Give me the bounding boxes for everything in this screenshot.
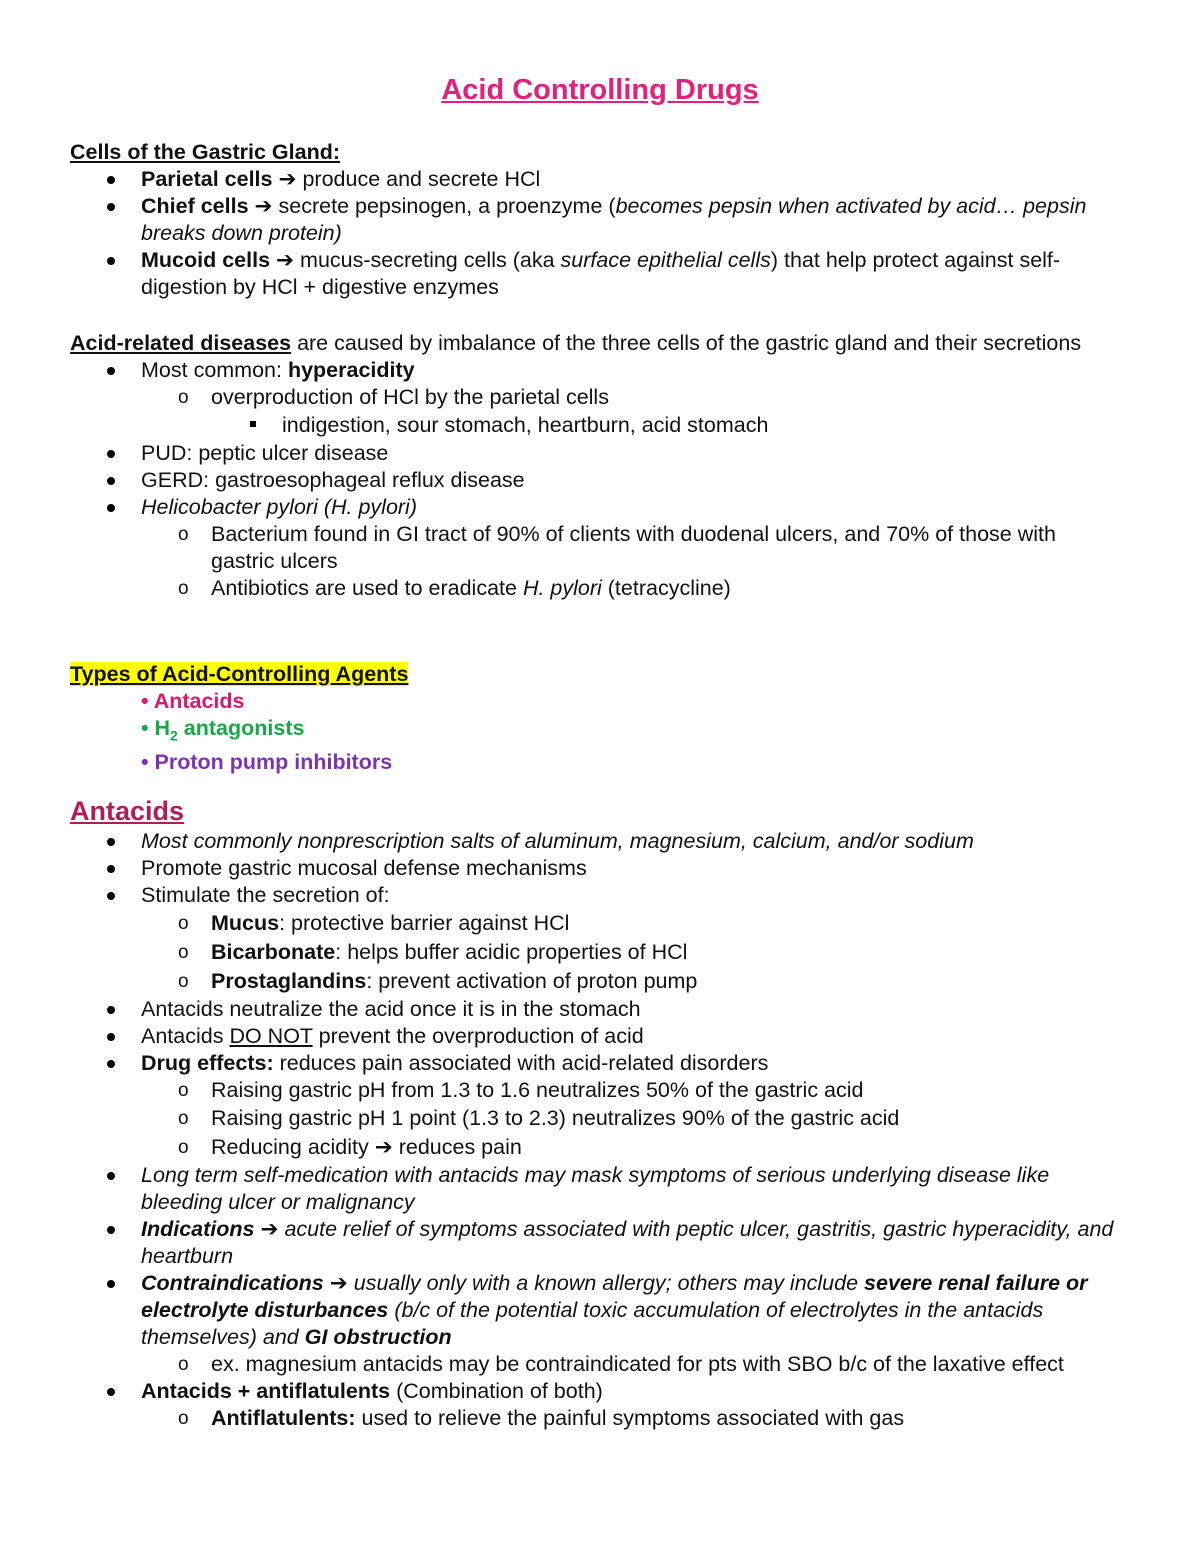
arrow-icon: ➔ (276, 248, 295, 272)
list-item: o Bicarbonate: helps buffer acidic properties of HCl (70, 938, 1120, 967)
list-item: o Raising gastric pH 1 point (1.3 to 2.3) neutralizes 90% of the gastric acid (70, 1104, 1120, 1133)
type-antacids: • Antacids (141, 689, 245, 713)
diseases-intro: Acid-related diseases are caused by imbalance of the three cells of the gastric gland and their secretions (70, 331, 1082, 355)
bullet-icon (107, 1033, 115, 1041)
list-item: o overproduction of HCl by the parietal cells (178, 385, 609, 409)
list-item: o Raising gastric pH from 1.3 to 1.6 neutralizes 50% of the gastric acid (178, 1078, 864, 1102)
bullet-icon (107, 1172, 115, 1180)
bullet-icon (107, 865, 115, 873)
arrow-icon: ➔ (278, 167, 297, 191)
list-item: Antacids DO NOT prevent the overproduction of acid (70, 1023, 1120, 1050)
list-item: Contraindications ➔ usually only with a known allergy; others may include severe renal failure or electrolyte disturbances (b/c of the potential toxic accumulation of electrolytes in the antacids themselves) and GI obstruction (70, 1270, 1120, 1351)
bullet-icon (107, 1226, 115, 1234)
list-item: Long term self-medication with antacids may mask symptoms of serious underlying disease like bleeding ulcer or malignancy (70, 1162, 1120, 1216)
list-item: PUD: peptic ulcer disease (70, 440, 1120, 467)
circle-bullet-icon: o (178, 578, 189, 599)
list-item: o Antibiotics are used to eradicate H. pylori (tetracycline) (178, 576, 731, 600)
diseases-list (70, 357, 1120, 602)
bullet-icon (107, 367, 115, 375)
circle-bullet-icon: o (178, 1354, 189, 1375)
list-item: Helicobacter pylori (H. pylori) (70, 494, 1120, 521)
circle-bullet-icon: o (178, 971, 189, 992)
circle-bullet-icon: o (178, 524, 189, 545)
list-item: o Bacterium found in GI tract of 90% of clients with duodenal ulcers, and 70% of those with gastric ulcers (178, 522, 1056, 573)
list-item: indigestion, sour stomach, heartburn, acid stomach (70, 411, 1120, 440)
circle-bullet-icon: o (178, 387, 189, 408)
arrow-icon: ➔ (254, 194, 273, 218)
circle-bullet-icon: o (178, 1108, 189, 1129)
list-item: Promote gastric mucosal defense mechanisms (70, 855, 1120, 882)
cells-heading: Cells of the Gastric Gland: (70, 140, 340, 164)
antacids-list (70, 828, 1120, 1432)
list-item: Indications ➔ acute relief of symptoms associated with peptic ulcer, gastritis, gastric hyperacidity, and heartburn (70, 1216, 1120, 1270)
bullet-icon (107, 838, 115, 846)
types-section (70, 661, 1120, 776)
list-item: Antacids + antiflatulents (Combination of both) (70, 1378, 1120, 1405)
bullet-icon (107, 176, 115, 184)
arrow-icon: ➔ (260, 1217, 279, 1241)
circle-bullet-icon: o (178, 913, 189, 934)
bullet-icon (107, 504, 115, 512)
bullet-icon (107, 203, 115, 211)
antacids-section (70, 794, 1120, 1432)
list-item: o ex. magnesium antacids may be contraindicated for pts with SBO b/c of the laxative effect (178, 1352, 1064, 1376)
types-list (70, 688, 1120, 776)
circle-bullet-icon: o (178, 1080, 189, 1101)
types-heading: Types of Acid-Controlling Agents (70, 662, 409, 686)
bullet-icon (107, 1060, 115, 1068)
bullet-icon (107, 477, 115, 485)
circle-bullet-icon: o (178, 1408, 189, 1429)
list-item: Most commonly nonprescription salts of aluminum, magnesium, calcium, and/or sodium (70, 828, 1120, 855)
list-item: Mucoid cells ➔ mucus-secreting cells (aka surface epithelial cells) that help protect against self-digestion by HCl + digestive enzymes (70, 247, 1120, 301)
list-item: o Prostaglandins: prevent activation of proton pump (70, 967, 1120, 996)
page-title: Acid Controlling Drugs (441, 74, 759, 106)
square-bullet-icon (250, 421, 256, 427)
cells-list (70, 166, 1120, 301)
list-item: Stimulate the secretion of: (70, 882, 1120, 909)
bullet-icon (107, 1006, 115, 1014)
arrow-icon: ➔ (374, 1135, 393, 1159)
circle-bullet-icon: o (178, 1137, 189, 1158)
list-item: o Antiflatulents: used to relieve the painful symptoms associated with gas (178, 1406, 905, 1430)
list-item: Chief cells ➔ secrete pepsinogen, a proenzyme (becomes pepsin when activated by acid… pepsin breaks down protein) (70, 193, 1120, 247)
list-item: o Mucus: protective barrier against HCl (70, 909, 1120, 938)
arrow-icon: ➔ (329, 1271, 348, 1295)
circle-bullet-icon: o (178, 942, 189, 963)
list-item: GERD: gastroesophageal reflux disease (70, 467, 1120, 494)
bullet-icon (107, 892, 115, 900)
diseases-section (70, 330, 1120, 602)
list-item: Most common: hyperacidity (70, 357, 1120, 384)
list-item: Drug effects: reduces pain associated with acid-related disorders (70, 1050, 1120, 1077)
bullet-icon (107, 257, 115, 265)
bullet-icon (107, 1388, 115, 1396)
bullet-icon (107, 1280, 115, 1288)
list-item: o Reducing acidity ➔ reduces pain (70, 1133, 1120, 1162)
antacids-heading: Antacids (70, 796, 185, 826)
list-item: Parietal cells ➔ produce and secrete HCl (70, 166, 1120, 193)
type-h2-antagonists: • $H_2$ antagonists (141, 716, 305, 744)
cells-section (70, 139, 1120, 301)
list-item: Antacids neutralize the acid once it is in the stomach (70, 996, 1120, 1023)
bullet-icon (107, 450, 115, 458)
type-ppi: • Proton pump inhibitors (141, 750, 393, 775)
